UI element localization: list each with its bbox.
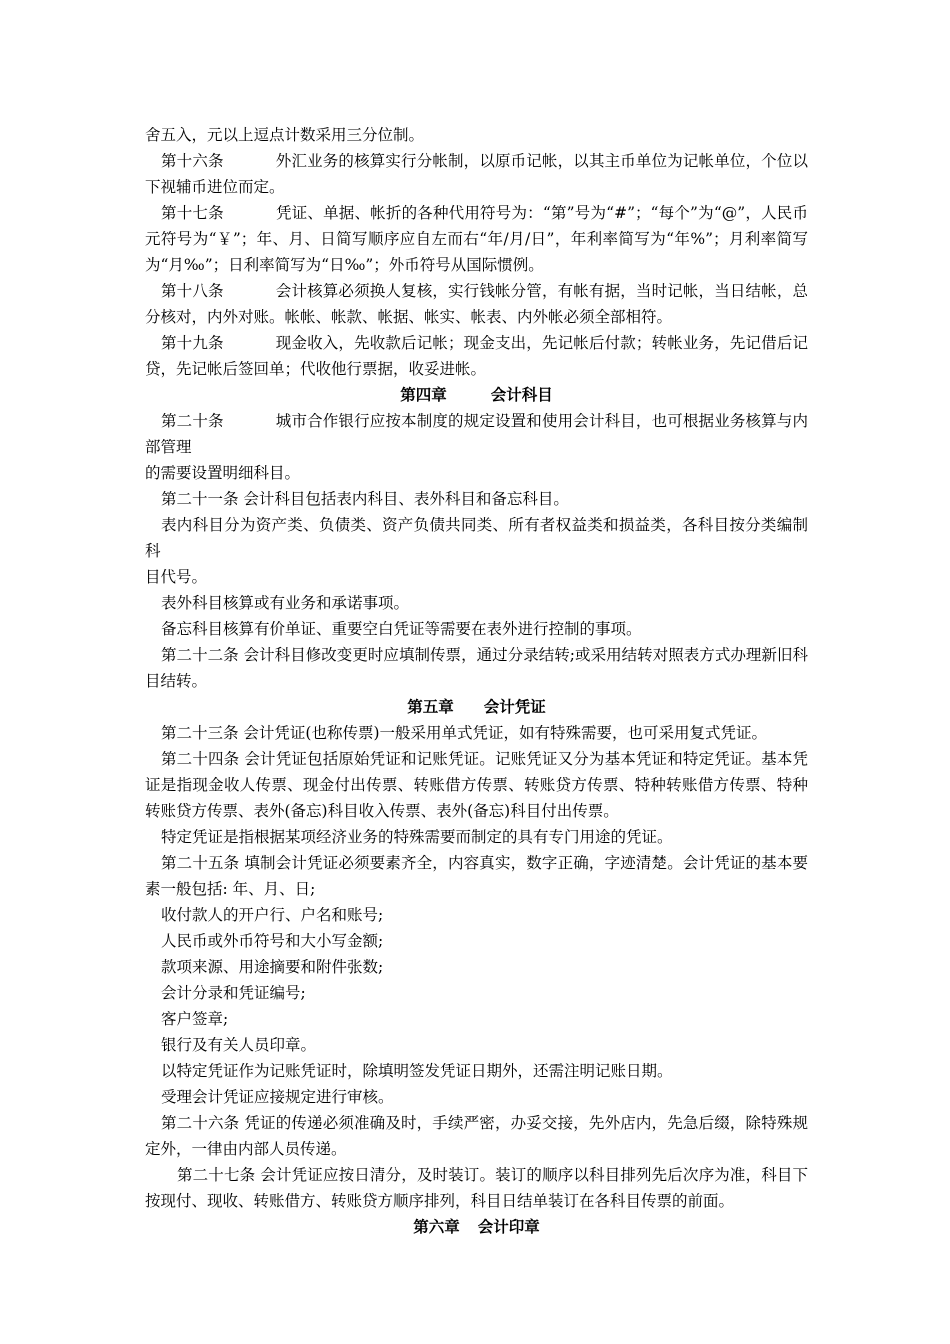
paragraph-text: 银行及有关人员印章。 <box>161 1036 317 1054</box>
paragraph-text: 第二十五条 填制会计凭证必须要素齐全，内容真实，数字正确，字迹清楚。会计凭证的基本要素一般包括: 年、月、日; <box>145 854 808 898</box>
paragraph-text: 凭证、单据、帐折的各种代用符号为：“第”号为“#”；“每个”为“@”，人民币元符号为“￥”；年、月、日简写顺序应自左而右“年/月/日”，年利率简写为“年%”；月利率简写为“月‰”；日利率简写为“日‰”；外币符号从国际惯例。 <box>145 204 808 274</box>
paragraph <box>145 1110 808 1162</box>
paragraph-text: 会计科目 <box>490 386 553 404</box>
paragraph-text: 人民币或外币符号和大小写金额; <box>161 932 384 950</box>
paragraph-text: 备忘科目核算有价单证、重要空白凭证等需要在表外进行控制的事项。 <box>161 620 642 638</box>
paragraph <box>145 1162 808 1214</box>
paragraph <box>145 720 808 746</box>
paragraph <box>145 408 808 460</box>
document-page <box>145 122 808 1240</box>
paragraph-text: 第二十一条 会计科目包括表内科目、表外科目和备忘科目。 <box>161 490 569 508</box>
paragraph-text: 会计凭证 <box>483 698 546 716</box>
chapter-heading <box>145 1214 808 1240</box>
paragraph <box>145 148 808 200</box>
paragraph <box>145 590 808 616</box>
paragraph-text: 目代号。 <box>145 568 208 586</box>
paragraph-text: 客户签章; <box>161 1010 229 1028</box>
paragraph-text: 现金收入，先收款后记帐；现金支出，先记帐后付款；转帐业务，先记借后记贷，先记帐后签回单；代收他行票据，收妥进帐。 <box>145 334 808 378</box>
paragraph <box>145 1058 808 1084</box>
paragraph-text: 会计印章 <box>477 1218 540 1236</box>
paragraph <box>145 616 808 642</box>
paragraph-text: 舍五入，元以上逗点计数采用三分位制。 <box>145 126 425 144</box>
paragraph <box>145 460 808 486</box>
paragraph-text: 外汇业务的核算实行分帐制，以原币记帐，以其主币单位为记帐单位，个位以下视辅币进位而定。 <box>145 152 808 196</box>
paragraph-text: 表外科目核算或有业务和承诺事项。 <box>161 594 410 612</box>
paragraph-text: 第二十四条 会计凭证包括原始凭证和记账凭证。记账凭证又分为基本凭证和特定凭证。基本凭证是指现金收人传票、现金付出传票、转账借方传票、转账贷方传票、特种转账借方传票、特种转账贷方传票、表外(备忘)科目收入传票、表外(备忘)科目付出传票。 <box>145 750 808 820</box>
paragraph-text: 的需要设置明细科目。 <box>145 464 301 482</box>
paragraph-text: 第二十七条 会计凭证应按日清分，及时装订。装订的顺序以科目排列先后次序为准，科目下按现付、现收、转账借方、转账贷方顺序排列，科目日结单装订在各科目传票的前面。 <box>145 1166 808 1210</box>
article-label: 第十九条 <box>161 334 224 352</box>
paragraph-text: 受理会计凭证应接规定进行审核。 <box>161 1088 394 1106</box>
paragraph <box>145 564 808 590</box>
paragraph <box>145 954 808 980</box>
article-label: 第十七条 <box>161 204 224 222</box>
chapter-heading <box>145 694 808 720</box>
paragraph-text: 城市合作银行应按本制度的规定设置和使用会计科目，也可根据业务核算与内部管理 <box>145 412 808 456</box>
paragraph <box>145 1032 808 1058</box>
paragraph <box>145 512 808 564</box>
paragraph <box>145 278 808 330</box>
article-label: 第二十条 <box>161 412 224 430</box>
paragraph-text: 收付款人的开户行、户名和账号; <box>161 906 384 924</box>
paragraph-text: 表内科目分为资产类、负债类、资产负债共同类、所有者权益类和损益类，各科目按分类编制科 <box>145 516 808 560</box>
paragraph <box>145 746 808 824</box>
paragraph <box>145 928 808 954</box>
article-label: 第十八条 <box>161 282 224 300</box>
paragraph-text: 以特定凭证作为记账凭证时，除填明签发凭证日期外，还需注明记账日期。 <box>161 1062 673 1080</box>
paragraph-text: 特定凭证是指根据某项经济业务的特殊需要而制定的具有专门用途的凭证。 <box>161 828 673 846</box>
paragraph <box>145 980 808 1006</box>
paragraph <box>145 902 808 928</box>
paragraph-text: 会计核算必须换人复核，实行钱帐分管，有帐有据，当时记帐，当日结帐，总分核对，内外对账。帐帐、帐款、帐据、帐实、帐表、内外帐必须全部相符。 <box>145 282 808 326</box>
paragraph-text: 第二十三条 会计凭证(也称传票)一般采用单式凭证，如有特殊需要，也可采用复式凭证。 <box>161 724 768 742</box>
paragraph <box>145 824 808 850</box>
paragraph-text: 第二十六条 凭证的传递必须准确及时，手续严密，办妥交接，先外店内，先急后缀，除特殊规定外，一律由内部人员传递。 <box>145 1114 808 1158</box>
paragraph <box>145 200 808 278</box>
paragraph <box>145 1084 808 1110</box>
paragraph <box>145 642 808 694</box>
chapter-heading <box>145 382 808 408</box>
paragraph-text: 第二十二条 会计科目修改变更时应填制传票，通过分录结转;或采用结转对照表方式办理新旧科目结转。 <box>145 646 808 690</box>
paragraph <box>145 486 808 512</box>
paragraph <box>145 122 808 148</box>
paragraph <box>145 850 808 902</box>
paragraph <box>145 330 808 382</box>
paragraph-text: 款项来源、用途摘要和附件张数; <box>161 958 384 976</box>
article-label: 第五章 <box>407 698 454 716</box>
article-label: 第十六条 <box>161 152 224 170</box>
paragraph <box>145 1006 808 1032</box>
article-label: 第六章 <box>413 1218 460 1236</box>
article-label: 第四章 <box>400 386 447 404</box>
paragraph-text: 会计分录和凭证编号; <box>161 984 306 1002</box>
